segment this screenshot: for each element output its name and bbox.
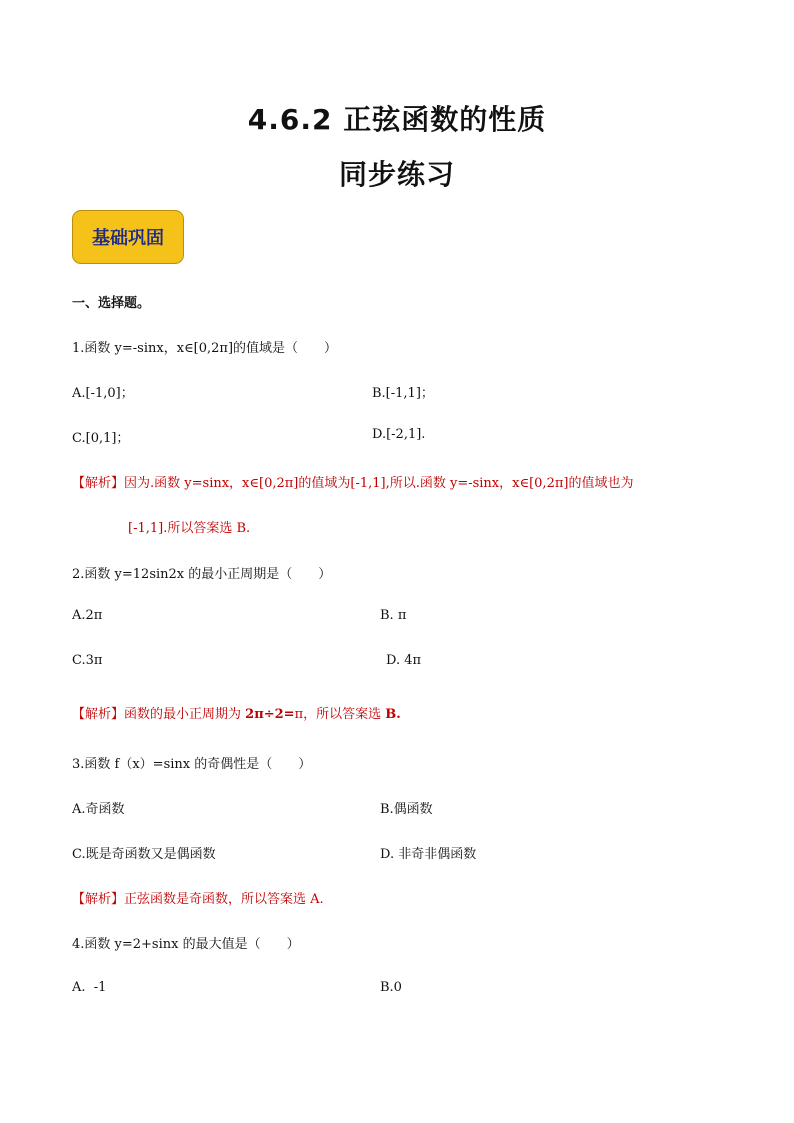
section-heading: 一、选择题。 [72, 296, 151, 311]
question-4-option-a: A. -1 [72, 980, 107, 995]
question-3-option-b: B.偶函数 [380, 802, 433, 817]
question-2-option-c: C.3π [72, 653, 103, 668]
question-3-option-d: D. 非奇非偶函数 [380, 847, 477, 862]
question-3-answer [72, 888, 324, 907]
title-line-1: 4.6.2 正弦函数的性质 [247, 103, 547, 136]
question-2-stem: 2.函数 y=12sin2x 的最小正周期是（ ） [72, 567, 332, 582]
question-1-option-c: C.[0,1]； [72, 431, 130, 446]
answer-text: 因为.函数 y=sinx，x∈[0,2π]的值域为[-1,1],所以.函数 y=-sinx，x∈[0,2π]的值域也为 [124, 476, 634, 491]
question-1-stem: 1.函数 y=-sinx，x∈[0,2π]的值域是（ ） [72, 341, 338, 356]
question-1-option-d: D.[-2,1]. [372, 427, 426, 442]
answer-pi: π [294, 707, 304, 722]
question-1-option-a: A.[-1,0]； [72, 386, 134, 401]
answer-text: 函数的最小正周期为 [124, 707, 246, 722]
title-line-2: 同步练习 [338, 158, 455, 191]
question-4-option-b: B.0 [380, 980, 402, 995]
answer-tag: 【解析】 [72, 707, 125, 722]
question-1-option-b: B.[-1,1]； [372, 386, 434, 401]
question-3-option-c: C.既是奇函数又是偶函数 [72, 847, 216, 862]
question-1-answer-cont: [-1,1].所以答案选 B. [128, 521, 251, 536]
question-2-option-a: A.2π [72, 608, 103, 623]
question-2-option-b: B. π [380, 608, 407, 623]
question-4-stem: 4.函数 y=2+sinx 的最大值是（ ） [72, 937, 300, 952]
answer-text-tail: ，所以答案选 [303, 707, 386, 722]
question-1-answer [72, 472, 633, 491]
question-2-option-d: D. 4π [386, 653, 422, 668]
question-3-stem: 3.函数 f（x）=sinx 的奇偶性是（ ） [72, 757, 312, 772]
answer-tag: 【解析】 [72, 476, 125, 491]
section-badge [72, 210, 184, 264]
answer-tag: 【解析】 [72, 892, 125, 907]
question-2-answer [72, 703, 401, 722]
badge-label: 基础巩固 [92, 228, 164, 249]
answer-choice: B. [385, 707, 401, 722]
question-3-option-a: A.奇函数 [72, 802, 125, 817]
answer-formula: 2π÷2= [245, 707, 295, 722]
answer-text: 正弦函数是奇函数，所以答案选 A. [124, 892, 324, 907]
